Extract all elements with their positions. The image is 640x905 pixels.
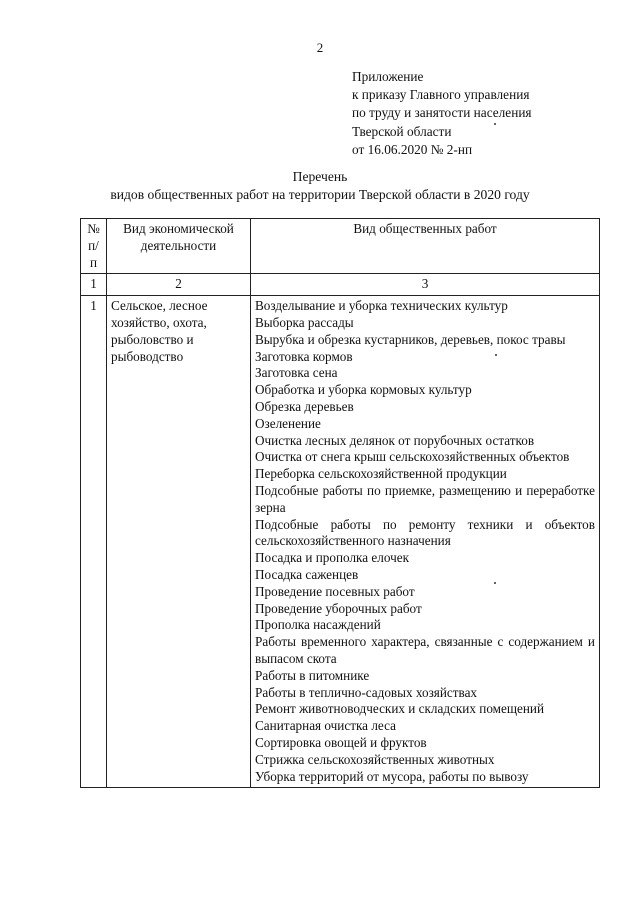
work-item: Ремонт животноводческих и складских помещений: [255, 701, 545, 717]
header-works: Вид общественных работ: [251, 219, 600, 274]
appendix-line: Приложение: [352, 69, 424, 84]
work-item: Подсобные работы по приемке, размещению и переработке зерна: [255, 482, 595, 515]
work-item: Прополка насаждений: [255, 617, 381, 633]
work-item: Обрезка деревьев: [255, 398, 354, 414]
work-item: Обработка и уборка кормовых культур: [255, 382, 472, 398]
work-item: Стрижка сельскохозяйственных животных: [255, 751, 495, 767]
work-item: Вырубка и обрезка кустарников, деревьев, покос травы: [255, 331, 566, 347]
work-item: Работы в питомнике: [255, 667, 370, 683]
title-line-2: видов общественных работ на территории Тверской области в 2020 году: [110, 187, 530, 202]
work-item: Очистка лесных делянок от порубочных остатков: [255, 432, 535, 448]
public-works-table: [80, 218, 600, 788]
work-item: Выборка рассады: [255, 314, 354, 330]
appendix-line: к приказу Главного управления: [352, 87, 530, 103]
row-number: 1: [81, 296, 107, 788]
work-item: Посадка и прополка елочек: [255, 550, 409, 566]
work-item: Уборка территорий от мусора, работы по вывозу: [255, 768, 529, 784]
scan-speck: [495, 354, 497, 356]
work-item: Подсобные работы по ремонту техники и объектов сельскохозяйственного назначения: [255, 516, 595, 549]
scan-speck: [494, 582, 496, 584]
work-item: Возделывание и уборка технических культур: [255, 298, 508, 314]
document-title: [0, 168, 640, 204]
work-item: Посадка саженцев: [255, 566, 359, 582]
column-number: 3: [251, 274, 600, 296]
work-item: Сортировка овощей и фруктов: [255, 734, 427, 750]
work-item: Санитарная очистка леса: [255, 718, 396, 734]
work-item: Работы временного характера, связанные с содержанием и выпасом скота: [255, 634, 595, 666]
header-activity: Вид экономической деятельности: [107, 219, 251, 274]
page-number: 2: [316, 40, 324, 55]
work-item: Заготовка сена: [255, 365, 338, 381]
work-item: Переборка сельскохозяйственной продукции: [255, 466, 507, 482]
title-line-1: Перечень: [292, 169, 348, 184]
work-item: Проведение уборочных работ: [255, 600, 422, 616]
appendix-line: Тверской области: [352, 123, 452, 139]
scan-speck: [494, 123, 496, 125]
work-item: Озеленение: [255, 415, 321, 431]
column-number-row: [81, 274, 600, 296]
works-cell: [251, 296, 600, 788]
activity-cell: Сельское, лесное хозяйство, охота, рыболовство и рыбоводство: [107, 296, 251, 788]
work-item: Работы в теплично-садовых хозяйствах: [255, 684, 478, 700]
appendix-line: от 16.06.2020 № 2-нп: [352, 141, 473, 157]
work-item: Проведение посевных работ: [255, 583, 415, 599]
column-number: 2: [107, 274, 251, 296]
work-item: Очистка от снега крыш сельскохозяйственных объектов: [255, 449, 570, 465]
appendix-block: [352, 68, 532, 159]
work-item: Заготовка кормов: [255, 348, 353, 364]
table-row: [81, 296, 600, 788]
header-num: № п/п: [81, 219, 107, 274]
column-number: 1: [81, 274, 107, 296]
table-header-row: [81, 219, 600, 274]
appendix-line: по труду и занятости населения: [352, 105, 532, 121]
